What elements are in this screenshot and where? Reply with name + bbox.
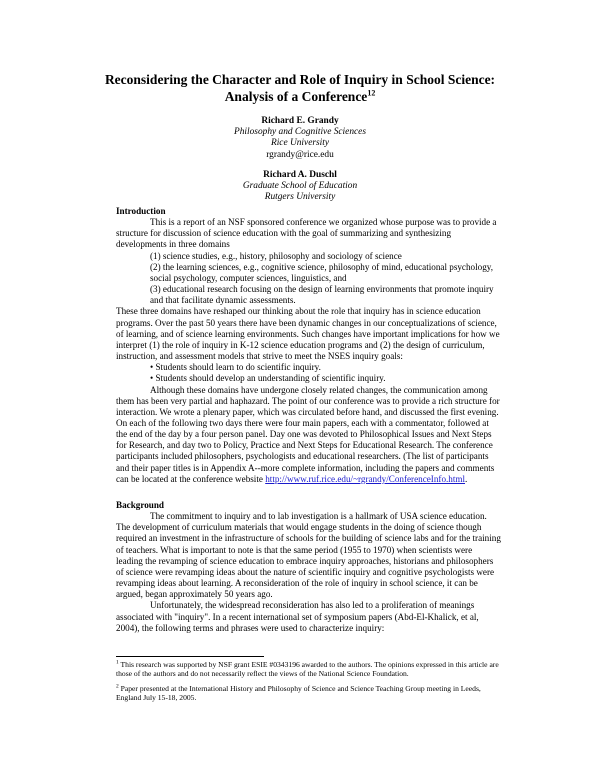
domain-item-3: (3) educational research focusing on the design of learning environments that promote inquiry and that facilitate dynamic assessments. <box>150 284 494 306</box>
footnote-2 <box>116 684 501 703</box>
author-block-1 <box>150 116 450 161</box>
author-2-name: Richard A. Duschl <box>263 170 337 180</box>
intro-paragraph-2: These three domains have reshaped our thinking about the role that inquiry has in science education programs. Over the past 50 years there have been dynamic changes in our conceptualizations of science, of learning, and of science learning environments. Such changes have important implications for how we interpret (1) the role of inquiry in K-12 science education programs and (2) the design of curriculum, instruction, and assessment models that strive to meet the NSES inquiry goals: <box>116 306 500 362</box>
author-block-2 <box>150 170 450 204</box>
footnote-1-number: 1 <box>116 659 119 666</box>
goal-bullet-2: • Students should develop an understanding of scientific inquiry. <box>150 373 386 384</box>
footnote-separator <box>116 656 264 657</box>
domain-item-1: (1) science studies, e.g., history, philosophy and sociology of science <box>150 250 402 261</box>
background-heading: Background <box>116 500 165 510</box>
conference-website-link[interactable]: http://www.ruf.rice.edu/~rgrandy/ConferenceInfo.html <box>265 473 466 484</box>
title-footnote-marker: 12 <box>367 88 376 97</box>
author-2-univ: Rutgers University <box>264 192 336 203</box>
goal-bullet-1: • Students should learn to do scientific inquiry. <box>150 362 321 373</box>
introduction-section <box>116 206 501 485</box>
title-line-2-text: Analysis of a Conference <box>224 88 368 104</box>
intro-paragraph-3-text: Although these domains have undergone closely related changes, the communication among them has been very partial and haphazard. The point of our conference was to provide a rich structure for interaction. We wrote a plenary paper, which was circulated before hand, and discussed the first evening. On each of the following two days there were four main papers, each with a commentator, followed at the end of the day by a four person panel. Day one was devoted to Philosophical Issues and Next Steps for Research, and day two to Policy, Practice and Next Steps for Educational Research. The conference participants included philosophers, psychologists and educational researchers. (The list of participants and their paper titles is in Appendix A--more complete information, including the papers and comments can be located at the conference website <box>116 384 500 484</box>
author-1-dept: Philosophy and Cognitive Sciences <box>233 127 366 138</box>
title-line-2 <box>80 89 520 106</box>
introduction-heading: Introduction <box>116 206 166 216</box>
background-paragraph-1: The commitment to inquiry and to lab investigation is a hallmark of USA science education. The development of curriculum materials that would engage students in the doing of science though required an investment in the infrastructure of schools for the building of science labs and for the training of teachers. What is important to note is that the same period (1955 to 1970) when scientists were leading the revamping of science education to embrace inquiry approaches, historians and philosophers of science were revamping ideas about the nature of scientific inquiry and cognitive psychologists were revamping ideas about learning. A reconsideration of the role of inquiry in school science, it can be argued, began approximately 50 years ago. <box>116 511 501 600</box>
title-line-1: Reconsidering the Character and Role of Inquiry in School Science: <box>104 72 496 87</box>
paper-title <box>80 72 520 105</box>
footnote-2-number: 2 <box>116 683 119 690</box>
author-1-email: rgrandy@rice.edu <box>266 149 334 160</box>
footnote-1-text: This research was supported by NSF grant ESIE #0343196 awarded to the authors. The opinions expressed in this article are those of the authors and do not necessarily reflect the views of the National Science Foundation. <box>116 660 499 679</box>
author-1-univ: Rice University <box>270 138 330 149</box>
background-paragraph-2: Unfortunately, the widespread reconsideration has also led to a proliferation of meanings associated with "inquiry". In a recent international set of symposium papers (Abd-El-Khalick, et al, 2004), the following terms and phrases were used to characterize inquiry: <box>116 600 479 633</box>
intro-paragraph-1: This is a report of an NSF sponsored conference we organized whose purpose was to provide a structure for discussion of science education with the goal of summarizing and synthesizing developments in three domains <box>116 217 497 250</box>
background-section <box>116 500 501 634</box>
author-1-name: Richard E. Grandy <box>261 116 339 126</box>
author-2-dept: Graduate School of Education <box>242 181 358 192</box>
footnote-2-text: Paper presented at the International History and Philosophy of Science and Science Teaching Group meeting in Leeds, England July 15-18, 2005. <box>116 684 481 703</box>
intro-paragraph-3-end: . <box>465 473 468 484</box>
footnote-1 <box>116 660 501 679</box>
intro-paragraph-3 <box>116 385 501 485</box>
domain-item-2: (2) the learning sciences, e.g., cognitive science, philosophy of mind, educational psychology, social psychology, computer sciences, linguistics, and <box>150 261 494 283</box>
